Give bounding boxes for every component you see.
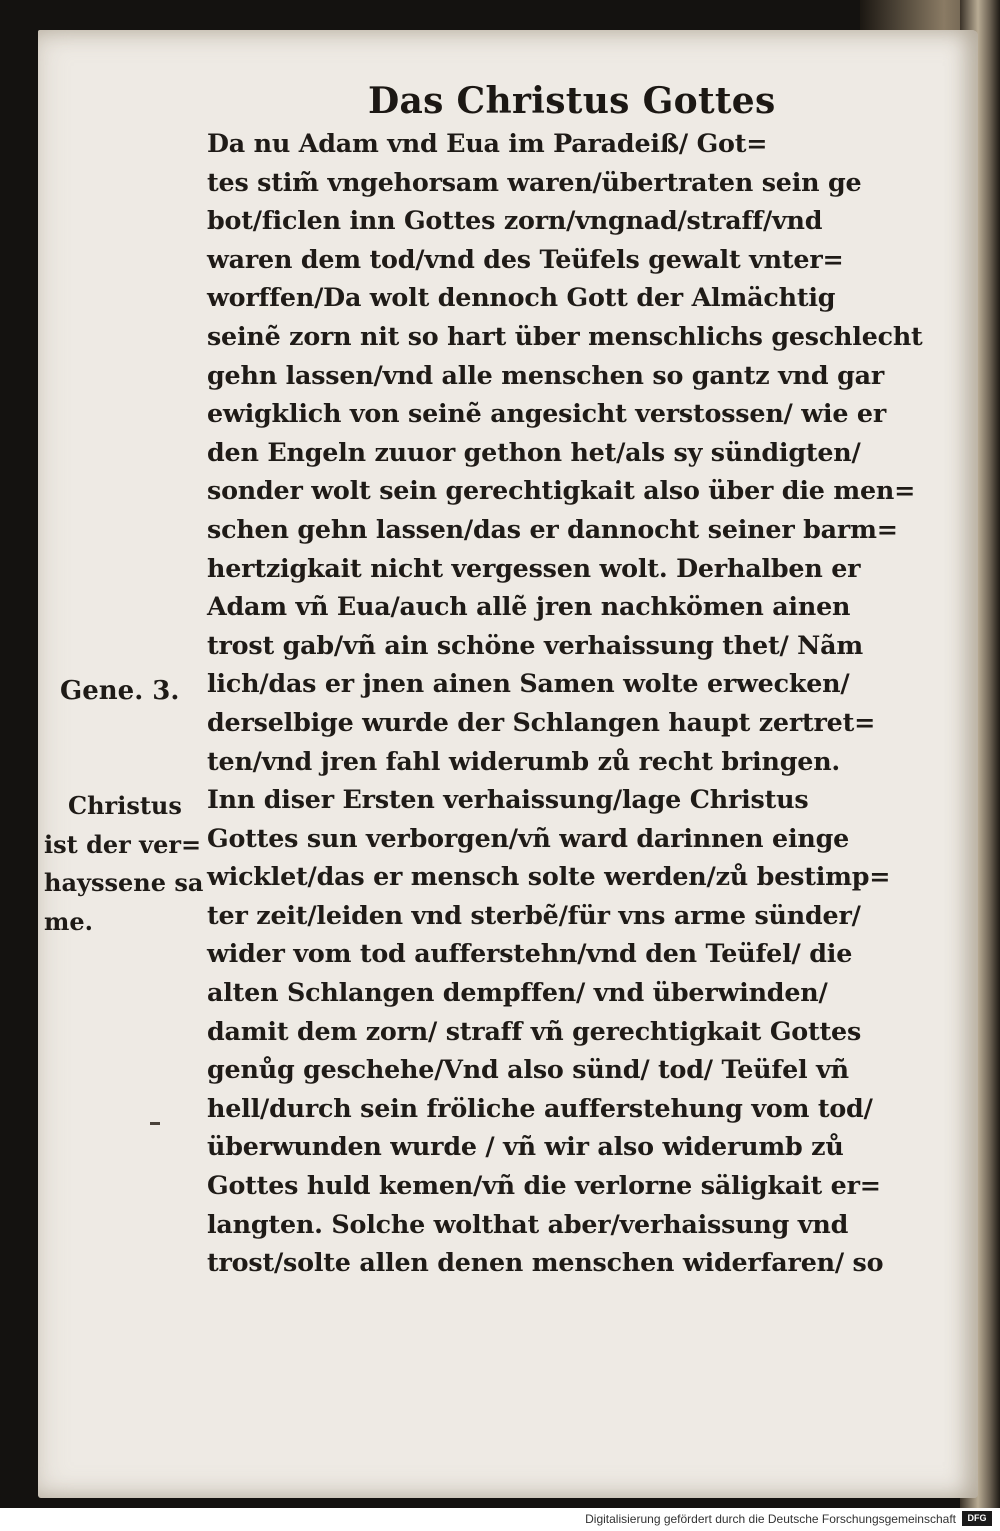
running-title: Das Christus Gottes [368,80,776,122]
text-line: Inn diser Ersten verhaissung/lage Christus [207,785,809,816]
text-line: damit dem zorn/ straff vñ gerechtigkait Gottes [207,1016,862,1047]
text-line: ewigklich von seinẽ angesicht verstossen/ wie er [207,399,886,430]
text-line: ter zeit/leiden vnd sterbẽ/für vns arme sünder/ [207,900,861,931]
margin-note-christus [44,787,203,941]
margin-line: me. [44,906,94,936]
text-line: lich/das er jnen ainen Samen wolte erwecken/ [207,669,850,700]
margin-line: Christus [68,791,182,820]
text-line: gehn lassen/vnd alle menschen so gantz vnd gar [207,360,884,391]
text-line: sonder wolt sein gerechtigkait also über die men= [207,476,916,507]
text-line: seinẽ zorn nit so hart über menschlichs geschlecht [207,321,923,352]
text-line: derselbige wurde der Schlangen haupt zertret= [207,707,876,738]
text-line: hell/durch sein fröliche aufferstehung vom tod/ [207,1093,873,1124]
text-line: überwunden wurde / vñ wir also widerumb zů [207,1132,844,1163]
footer-credit: Digitalisierung gefördert durch die Deutsche Forschungsgemeinschaft [585,1512,956,1526]
margin-note-gene: Gene. 3. [60,676,180,706]
text-line: Gottes sun verborgen/vñ ward darinnen einge [207,823,850,854]
text-line: worffen/Da wolt dennoch Gott der Almächtig [207,283,836,314]
margin-line: hayssene sa [44,868,204,898]
text-line: ten/vnd jren fahl widerumb zů recht bringen. [207,746,841,777]
text-line: waren dem tod/vnd des Teüfels gewalt vnter= [207,244,844,275]
text-line: genůg geschehe/Vnd also sünd/ tod/ Teüfel vñ [207,1055,849,1086]
text-line: Gottes huld kemen/vñ die verlorne säligkait er= [207,1171,881,1202]
text-line: alten Schlangen dempffen/ vnd überwinden/ [207,978,828,1009]
text-line: tes stim̃ vngehorsam waren/übertraten sein ge [207,167,862,198]
text-line: bot/ficlen inn Gottes zorn/vngnad/straff/vnd [207,206,823,237]
text-line: wider vom tod aufferstehn/vnd den Teüfel/ die [207,939,853,970]
text-line: schen gehn lassen/das er dannocht seiner barm= [207,514,898,545]
margin-dash-mark [150,1122,160,1125]
text-line: Adam vñ Eua/auch allẽ jren nachkömen ainen [207,592,851,623]
text-line: den Engeln zuuor gethon het/als sy sündigten/ [207,437,861,468]
text-line: trost/solte allen denen menschen widerfaren/ so [207,1248,884,1279]
text-line: langten. Solche wolthat aber/verhaissung vnd [207,1209,849,1240]
text-line: hertzigkait nicht vergessen wolt. Derhalben er [207,553,861,584]
text-line: trost gab/vñ ain schöne verhaissung thet/ Nãm [207,630,864,661]
margin-line: ist der ver= [44,829,202,859]
text-line: wicklet/das er mensch solte werden/zů bestimp= [207,862,891,893]
text-line: Da nu Adam vnd Eua im Paradeiß/ Got= [207,129,768,159]
dfg-logo-icon: DFG [962,1511,992,1526]
body-text-block [207,125,927,1283]
footer-bar [0,1508,1000,1531]
